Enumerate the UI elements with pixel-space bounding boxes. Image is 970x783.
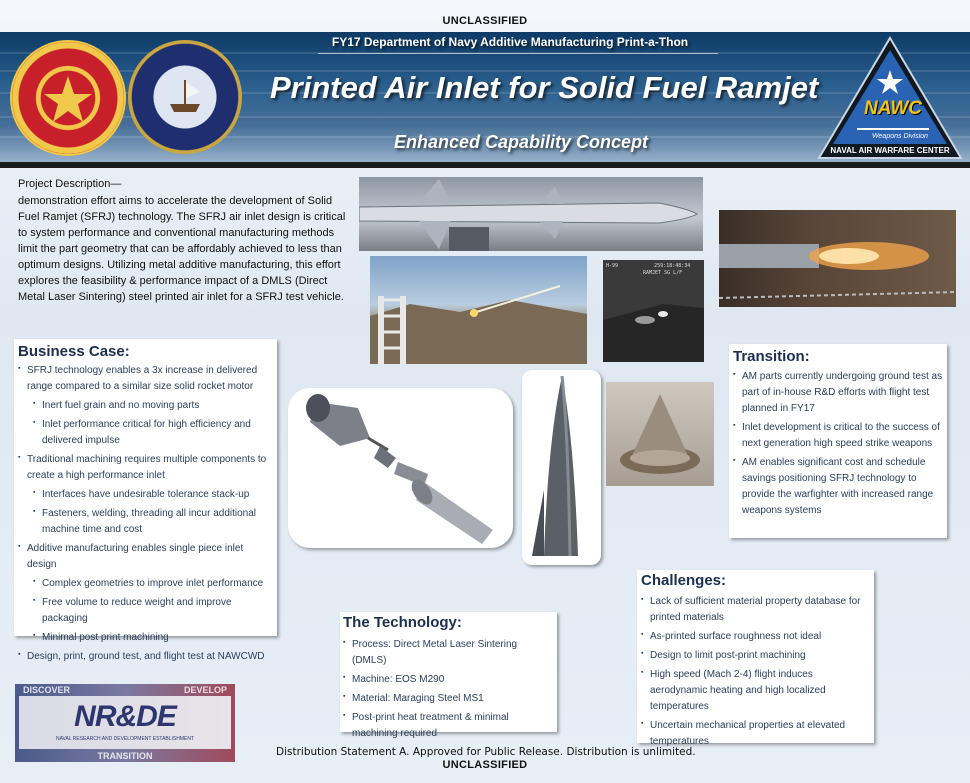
project-description-heading: Project Description— <box>18 178 122 190</box>
list-item: ▪ Minimal post print machining <box>18 630 271 646</box>
thermal-overlay-line1: H-99 259:18:48:34 <box>606 263 691 269</box>
list-item: ▪ Material: Maraging Steel MS1 <box>343 691 553 707</box>
launch-photo <box>370 256 587 364</box>
list-item: ▪ Fasteners, welding, threading all incur additional machine time and cost <box>18 506 271 538</box>
transition-panel <box>729 344 947 538</box>
nrde-subtext: NAVAL RESEARCH AND DEVELOPMENT ESTABLISHMENT <box>55 736 195 742</box>
navy-seal <box>128 40 242 154</box>
cad-exploded-view <box>288 388 513 548</box>
thermal-camera-photo <box>603 260 704 362</box>
list-item: ▪ Additive manufacturing enables single piece inlet design <box>18 541 271 573</box>
poster-subtitle: Enhanced Capability Concept <box>393 132 649 152</box>
nrde-discover: DISCOVER <box>23 685 71 695</box>
list-item: ▪ Post-print heat treatment & minimal machining required <box>343 710 553 742</box>
list-item: ▪ As-printed surface roughness not ideal <box>641 629 870 645</box>
list-item: ▪ Machine: EOS M290 <box>343 672 553 688</box>
list-item: ▪ Interfaces have undesirable tolerance stack-up <box>18 487 271 503</box>
thermal-overlay-line2: RAMJET SG L/F <box>643 270 683 276</box>
list-item: ▪ AM enables significant cost and schedule savings positioning SFRJ technology to provide the warfighter with increased range weapons systems <box>733 455 943 519</box>
technology-panel <box>340 612 557 739</box>
list-item: ▪ Lack of sufficient material property database for printed materials <box>641 594 870 626</box>
list-item: ▪ High speed (Mach 2-4) flight induces aerodynamic heating and high localized temperatures <box>641 667 870 715</box>
nrde-develop: DEVELOP <box>183 685 227 695</box>
list-item: ▪ Inlet development is critical to the success of next generation high speed strike weapons <box>733 420 943 452</box>
business-case-panel <box>14 339 277 662</box>
nawc-name: NAVAL AIR WARFARE CENTER <box>830 146 950 155</box>
technology-title: The Technology: <box>343 614 462 631</box>
nrde-wordmark: NR&DE <box>74 700 176 733</box>
list-item: ▪ AM parts currently undergoing ground test as part of in-house R&D efforts with flight test planned in FY17 <box>733 369 943 417</box>
list-item: ▪ Uncertain mechanical properties at elevated temperatures <box>641 718 870 750</box>
classification-top: UNCLASSIFIED <box>442 15 528 27</box>
printed-inlet-photo <box>606 382 714 486</box>
missile-photo <box>359 177 703 251</box>
nawc-logo <box>815 36 965 160</box>
challenges-panel <box>637 570 874 747</box>
distribution-statement: Distribution Statement A. Approved for Public Release. Distribution is unlimited. <box>276 746 696 758</box>
transition-title: Transition: <box>733 348 810 365</box>
list-item: ▪ Complex geometries to improve inlet performance <box>18 576 271 592</box>
classification-bottom: UNCLASSIFIED <box>442 759 528 771</box>
nawc-division: Weapons Division <box>872 133 928 140</box>
list-item: ▪ Inlet performance critical for high efficiency and delivered impulse <box>18 417 271 449</box>
marine-corps-seal <box>10 40 126 156</box>
inlet-spike-cad <box>522 370 601 565</box>
ground-test-photo <box>719 210 956 307</box>
list-item: ▪ Design, print, ground test, and flight test at NAWCWD <box>18 649 271 665</box>
project-description-text: demonstration effort aims to accelerate the development of Solid Fuel Ramjet (SFRJ) technology. The SFRJ air inlet design is critical to system performance and conventional manufacturing methods limit the part geometry that can be affordably achieved to less than optimum designs. Utilizing metal additive manufacturing, this effort explores the feasibility & performance impact of a DMLS (Direct Metal Laser Sintering) steel printed air inlet for a SFRJ test vehicle. <box>18 195 346 303</box>
list-item: ▪ Free volume to reduce weight and improve packaging <box>18 595 271 627</box>
nrde-logo <box>15 684 235 762</box>
poster-title: Printed Air Inlet for Solid Fuel Ramjet <box>270 70 819 105</box>
list-item: ▪ Inert fuel grain and no moving parts <box>18 398 271 414</box>
business-case-title: Business Case: <box>18 343 130 360</box>
list-item: ▪ SFRJ technology enables a 3x increase in delivered range compared to a similar size solid rocket motor <box>18 363 271 395</box>
challenges-title: Challenges: <box>641 572 727 589</box>
list-item: ▪ Design to limit post-print machining <box>641 648 870 664</box>
nrde-transition: TRANSITION <box>97 751 153 761</box>
banner-divider <box>0 162 970 168</box>
nawc-logo-text: NAWC <box>863 98 923 119</box>
title-rule <box>318 53 718 54</box>
list-item: ▪ Process: Direct Metal Laser Sintering (DMLS) <box>343 637 553 669</box>
list-item: ▪ Traditional machining requires multiple components to create a high performance inlet <box>18 452 271 484</box>
event-title: FY17 Department of Navy Additive Manufacturing Print-a-Thon <box>331 35 689 49</box>
